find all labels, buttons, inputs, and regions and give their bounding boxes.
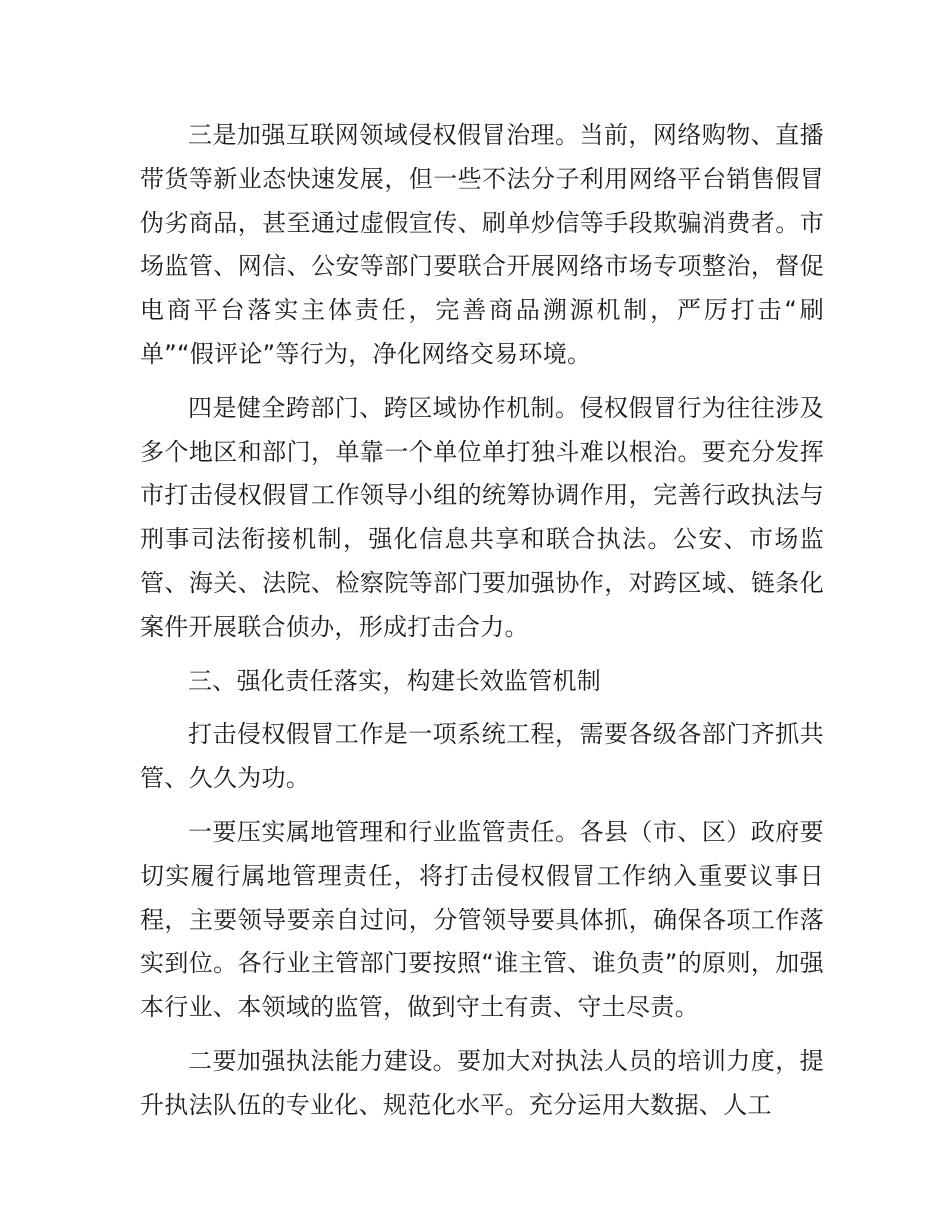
paragraph-cross-department-mechanism: 四是健全跨部门、跨区域协作机制。侵权假冒行为往往涉及多个地区和部门，单靠一个单位单打独斗难以根治。要充分发挥市打击侵权假冒工作领导小组的统筹协调作用，完善行政执法与刑事司法衔接机制，强化信息共享和联合执法。公安、市场监管、海关、法院、检察院等部门要加强协作，对跨区域、链条化案件开展联合侦办，形成打击合力。: [140, 393, 824, 641]
section-heading-responsibility: 三、强化责任落实，构建长效监管机制: [188, 666, 602, 695]
paragraph-enforcement-capacity: 二要加强执法能力建设。要加大对执法人员的培训力度，提升执法队伍的专业化、规范化水平。充分运用大数据、人工: [140, 1046, 824, 1119]
document-page: [140, 114, 824, 1138]
paragraph-territorial-responsibility: 一要压实属地管理和行业监管责任。各县（市、区）政府要切实履行属地管理责任，将打击侵权假冒工作纳入重要议事日程，主要领导要亲自过问，分管领导要具体抓，确保各项工作落实到位。各行业主管部门要按照“谁主管、谁负责”的原则，加强本行业、本领域的监管，做到守土有责、守土尽责。: [140, 817, 824, 1022]
paragraph-internet-governance: 三是加强互联网领域侵权假冒治理。当前，网络购物、直播带货等新业态快速发展，但一些不法分子利用网络平台销售假冒伪劣商品，甚至通过虚假宣传、刷单炒信等手段欺骗消费者。市场监管、网信、公安等部门要联合开展网络市场专项整治，督促电商平台落实主体责任，完善商品溯源机制，严厉打击“刷单”“假评论”等行为，净化网络交易环境。: [140, 121, 824, 368]
paragraph-system-engineering: 打击侵权假冒工作是一项系统工程，需要各级各部门齐抓共管、久久为功。: [140, 720, 824, 793]
